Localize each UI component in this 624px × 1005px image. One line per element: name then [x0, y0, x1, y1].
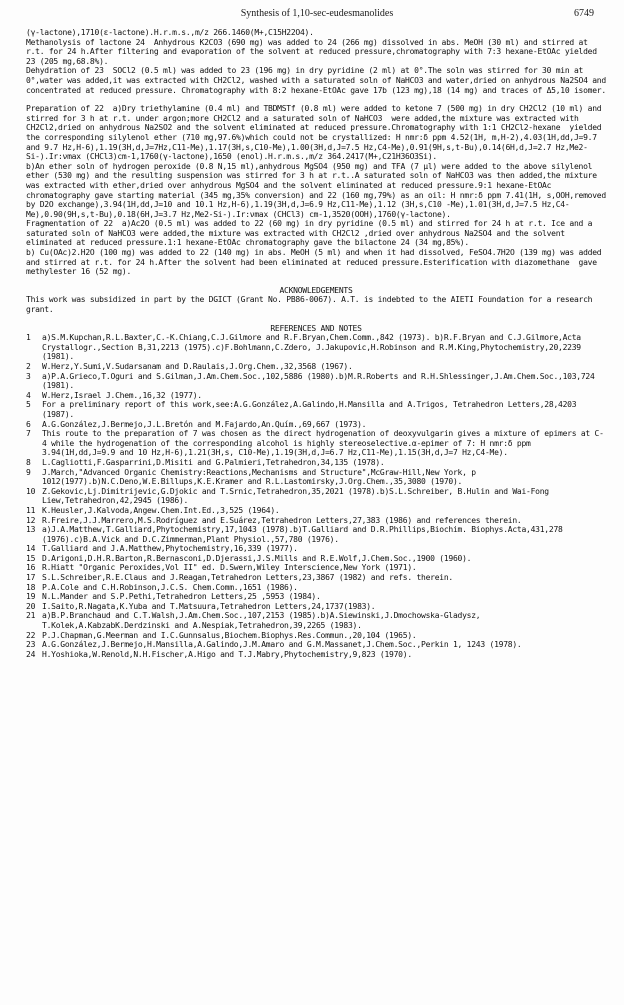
- reference-number: 15: [26, 553, 36, 563]
- reference-number: 3: [26, 371, 31, 381]
- reference-item: [26, 362, 606, 372]
- experimental-paragraph: Fragmentation of 22 a)Ac2O (0.5 ml) was added to 22 (60 mg) in dry pyridine (0.5 ml) and stirred for 24 h at r.t. Ice and a saturated soln of NaHCO3 were added,the mixture was extracted with CH2Cl2 ,dried over anhydrous Na2SO4 and the solvent eliminated at reduced pressure.1:1 hexane-EtOAc chromatography gave the bilactone 24 (34 mg,85%).: [26, 219, 597, 248]
- reference-item: [26, 602, 606, 612]
- reference-item: [26, 592, 606, 602]
- paragraph-spacer: [26, 95, 606, 104]
- reference-item: [26, 544, 606, 554]
- section-spacer: [26, 315, 606, 324]
- reference-item: [26, 650, 606, 660]
- reference-number: 24: [26, 649, 36, 659]
- reference-number: 1: [26, 333, 31, 343]
- reference-text: S.L.Schreiber,R.E.Claus and J.Reagan,Tetrahedron Letters,23,3867 (1982) and refs. therein.: [42, 573, 453, 583]
- reference-number: 10: [26, 486, 36, 496]
- page-number: 6749: [574, 8, 594, 19]
- reference-number: 23: [26, 640, 36, 650]
- reference-number: 16: [26, 563, 36, 573]
- reference-number: 6: [26, 419, 31, 429]
- reference-item: [26, 429, 606, 458]
- references-list: [26, 333, 606, 659]
- reference-item: [26, 333, 606, 362]
- reference-number: 14: [26, 544, 36, 554]
- reference-number: 11: [26, 505, 36, 515]
- reference-item: [26, 420, 606, 430]
- reference-text: Z.Gekovic,Lj.Dimitrijevic,G.Djokic and T.Srnic,Tetrahedron,35,2021 (1978).b)S.L.Schreiber, B.Hulin and Wai-Fong Liew,Tetrahedron,42,2945 (1986).: [42, 486, 554, 506]
- reference-number: 8: [26, 457, 31, 467]
- experimental-paragraph: b) Cu(OAc)2.H2O (100 mg) was added to 22 (140 mg) in abs. MeOH (5 ml) and when it had dissolved, FeSO4.7H2O (139 mg) was added and stirred at r.t. for 24 h.After the solvent had been eliminated at reduced pressure.Esterification with diazomethane gave methylester 16 (52 mg).: [26, 248, 606, 277]
- reference-item: [26, 506, 606, 516]
- reference-text: L.Cagliotti,F.Gasparrini,D.Misiti and G.Palmieri,Tetrahedron,34,135 (1978).: [42, 457, 385, 467]
- reference-number: 20: [26, 601, 36, 611]
- reference-item: [26, 563, 606, 573]
- reference-item: [26, 631, 606, 641]
- reference-text: T.Galliard and J.A.Matthew,Phytochemistry,16,339 (1977).: [42, 544, 298, 554]
- reference-text: H.Yoshioka,W.Renold,N.H.Fischer,A.Higo and T.J.Mabry,Phytochemistry,9,823 (1970).: [42, 649, 412, 659]
- running-title: Synthesis of 1,10-sec-eudesmanolides: [240, 8, 394, 19]
- page-header: [40, 8, 594, 22]
- reference-item: [26, 611, 606, 630]
- page-content: [26, 28, 611, 659]
- reference-item: [26, 391, 606, 401]
- reference-text: R.Hiatt "Organic Peroxides,Vol II" ed. D.Swern,Wiley Interscience,New York (1971).: [42, 563, 417, 573]
- experimental-paragraph: Methanolysis of lactone 24 Anhydrous K2CO3 (690 mg) was added to 24 (266 mg) dissolved in abs. MeOH (30 ml) and stirred at r.t. for 24 h.After filtering and evaporation of the solvent at reduced pressure,chromatography with 7:3 hexane-EtOAc yielded 23 (205 mg,68.8%).: [26, 37, 602, 66]
- reference-number: 13: [26, 525, 36, 535]
- reference-item: [26, 583, 606, 593]
- reference-text: P.J.Chapman,G.Meerman and I.C.Gunnsalus,Biochem.Biophys.Res.Commun.,20,104 (1965).: [42, 630, 417, 640]
- reference-item: [26, 487, 606, 506]
- reference-number: 17: [26, 573, 36, 583]
- experimental-paragraph: Preparation of 22 a)Dry triethylamine (0.4 ml) and TBDMSTf (0.8 ml) were added to ketone 7 (500 mg) in dry CH2Cl2 (10 ml) and stirred for 3 h at r.t. under argon;more CH2Cl2 and a saturated soln of NaHCO3 were added,the mixture was extracted with CH2Cl2,dried on anhydrous Na2SO2 and the solvent eliminated at reduced pressure.Chromatography with 1:1 CH2Cl2-hexane yielded the corresponding silylenol ether (710 mg,97.6%)which could not be crystallized: H nmr:δ ppm 4.52(1H, m,H-2),4.03(1H,dd,J=9.7 and 9.7 Hz,H-6),1.19(3H,d,J=7Hz,C11-Me),1.17(3H,s,C10-Me),1.00(3H,d,J=7.5 Hz,C4-Me),0.91(9H,s,t-Bu),0.14(6H,d,J=2.7 Hz,Me2-Si-).Ir:νmax (CHCl3)cm-1,1760(γ-lactone),1650 (enol).H.r.m.s.,m/z 364.2417(M+,C21H36O3Si).: [26, 104, 606, 162]
- reference-number: 9: [26, 467, 31, 477]
- reference-number: 18: [26, 582, 36, 592]
- reference-text: W.Herz,Israel J.Chem.,16,32 (1977).: [42, 390, 202, 400]
- reference-number: 5: [26, 400, 31, 410]
- reference-number: 7: [26, 429, 31, 439]
- reference-item: [26, 516, 606, 526]
- reference-text: J.March,"Advanced Organic Chemistry:Reactions,Mechanisms and Structure",McGraw-Hill,New York, p 1012(1977).b)N.C.Deno,W.E.Billups,K.E.Kramer and R.L.Lastomirsky,J.Org.Chem.,35,3080 (1970).: [42, 467, 481, 487]
- experimental-paragraph: Dehydration of 23 SOCl2 (0.5 ml) was added to 23 (196 mg) in dry pyridine (2 ml) at 0°.The soln was stirred for 30 min at 0°,water was added,it was extracted with CH2Cl2, washed with a saturated soln of NaHCO3 and water,dried on anhydrous Na2SO4 and concentrated at reduced pressure. Chromatography with 8:2 hexane-EtOAc gave 17b (123 mg),18 (14 mg) and traces of Δ5,10 isomer.: [26, 66, 611, 95]
- reference-text: A.G.González,J.Bermejo,J.L.Bretón and M.Fajardo,An.Quím.,69,667 (1973).: [42, 419, 367, 429]
- reference-text: K.Heusler,J.Kalvoda,Angew.Chem.Int.Ed.,3,525 (1964).: [42, 505, 280, 515]
- reference-item: [26, 525, 606, 544]
- reference-text: This route to the preparation of 7 was chosen as the direct hydrogenation of deoxyvulgarin gives a mixture of epimers at C-4 while the hydrogenation of the corresponding alcohol is highly stereoselective.α-epimer of 7: H nmr:δ ppm 3.94(1H,dd,J=9.9 and 10 Hz,H-6),1.21(3H,s, C10-Me),1.19(3H,d,J=6.7 Hz,C11-Me),1.15(3H,d,J=7 Hz,C4-Me).: [42, 429, 604, 458]
- section-spacer: [26, 277, 606, 286]
- acknowledgements-heading: ACKNOWLEDGEMENTS: [279, 285, 353, 295]
- reference-item: [26, 400, 606, 419]
- reference-text: P.A.Cole and C.H.Robinson,J.C.S. Chem.Comm.,1651 (1986).: [42, 582, 298, 592]
- reference-text: N.L.Mander and S.P.Pethi,Tetrahedron Letters,25 ,5953 (1984).: [42, 592, 321, 602]
- reference-item: [26, 640, 606, 650]
- reference-text: D.Arigoni,D.H.R.Barton,R.Bernasconi,D.Djerassi,J.S.Mills and R.E.Wolf,J.Chem.Soc.,1900 (1960).: [42, 553, 472, 563]
- reference-number: 2: [26, 362, 31, 371]
- references-heading: REFERENCES AND NOTES: [270, 323, 362, 333]
- reference-item: [26, 468, 606, 487]
- reference-text: I.Saito,R.Nagata,K.Yuba and T.Matsuura,Tetrahedron Letters,24,1737(1983).: [42, 601, 376, 611]
- experimental-paragraph: b)An ether soln of hydrogen peroxide (0.8 N,15 ml),anhydrous MgSO4 (950 mg) and TFA (7 μl) were added to the above silylenol ether (530 mg) and the resulting suspension was stirred for 3 h at r.t..A saturated soln of NaHCO3 was then added,the mixture was extracted with ether,dried over anhydrous MgSO4 and the solvent eliminated at reduced pressure.9:1 hexane-EtOAc chromatography gave starting material (345 mg,35% conversion) and 22 (160 mg,79%) as an oil: H nmr:δ ppm 7.41(1H, s,OOH,removed by D2O exchange),3.94(1H,dd,J=10 and 10.1 Hz,H-6),1.19(3H,d,J=6.9 Hz,C11-Me),1.12 (3H,s,C10 -Me),1.01(3H,d,J=7.5 Hz,C4-Me),0.90(9H,s,t-Bu),0.18(6H,J=3.7 Hz,Me2-Si-).Ir:νmax (CHCl3) cm-1,3520(OOH),1760(γ-lactone).: [26, 161, 611, 219]
- reference-text: a)J.A.Matthew,T.Galliard,Phytochemistry,17,1043 (1978).b)T.Galliard and D.R.Phillips,Biochim. Biophys.Acta,431,278 (1976).c)B.A.Vick and D.C.Zimmerman,Plant Physiol.,57,780 (1976).: [42, 525, 568, 544]
- reference-item: [26, 554, 606, 564]
- reference-number: 21: [26, 611, 36, 621]
- reference-text: R.Freire,J.J.Marrero,M.S.Rodríguez and E.Suárez,Tetrahedron Letters,27,383 (1986) and references therein.: [42, 515, 522, 525]
- reference-text: W.Herz,Y.Sumi,V.Sudarsanam and D.Raulais,J.Org.Chem.,32,3568 (1967).: [42, 362, 353, 371]
- reference-text: For a preliminary report of this work,see:A.G.González,A.Galindo,H.Mansilla and A.Trigos, Tetrahedron Letters,28,4203 (1987).: [42, 400, 581, 419]
- acknowledgements-text: This work was subsidized in part by the DGICT (Grant No. PB86-0067). A.T. is indebted to the AIETI Foundation for a research grant.: [26, 295, 597, 315]
- reference-item: [26, 573, 606, 583]
- reference-text: a)P.A.Grieco,T.Oguri and S.Gilman,J.Am.Chem.Soc.,102,5886 (1980).b)M.R.Roberts and R.H.Shlessinger,J.Am.Chem.Soc.,103,724 (1981).: [42, 371, 600, 391]
- reference-text: a)S.M.Kupchan,R.L.Baxter,C.-K.Chiang,C.J.Gilmore and R.F.Bryan,Chem.Comm.,842 (1973). b)R.F.Bryan and C.J.Gilmore,Acta Crystallogr.,Section B,31,2213 (1975).c)F.Bohlmann,C.Zdero, J.Jakupovic,H.Robinson and R.M.King,Phytochemistry,20,2239 (1981).: [42, 333, 586, 362]
- experimental-paragraph: (γ-lactone),1710(ε-lactone).H.r.m.s.,m/z 266.1460(M+,C15H22O4).: [26, 28, 314, 37]
- reference-number: 22: [26, 630, 36, 640]
- reference-text: A.G.González,J.Bermejo,H.Mansilla,A.Galindo,J.M.Amaro and G.M.Massanet,J.Chem.Soc.,Perkin 1, 1243 (1978).: [42, 640, 522, 650]
- reference-number: 19: [26, 592, 36, 602]
- reference-item: [26, 458, 606, 468]
- reference-text: a)B.P.Branchaud and C.T.Walsh,J.Am.Chem.Soc.,107,2153 (1985).b)A.Siewinski,J.Dmochowska-Gladysz, T.Kolek,A.KabzabK.Derdzinski and A.Nespiak,Tetrahedron,39,2265 (1983).: [42, 611, 485, 631]
- reference-number: 12: [26, 515, 36, 525]
- reference-number: 4: [26, 390, 31, 400]
- reference-item: [26, 372, 606, 391]
